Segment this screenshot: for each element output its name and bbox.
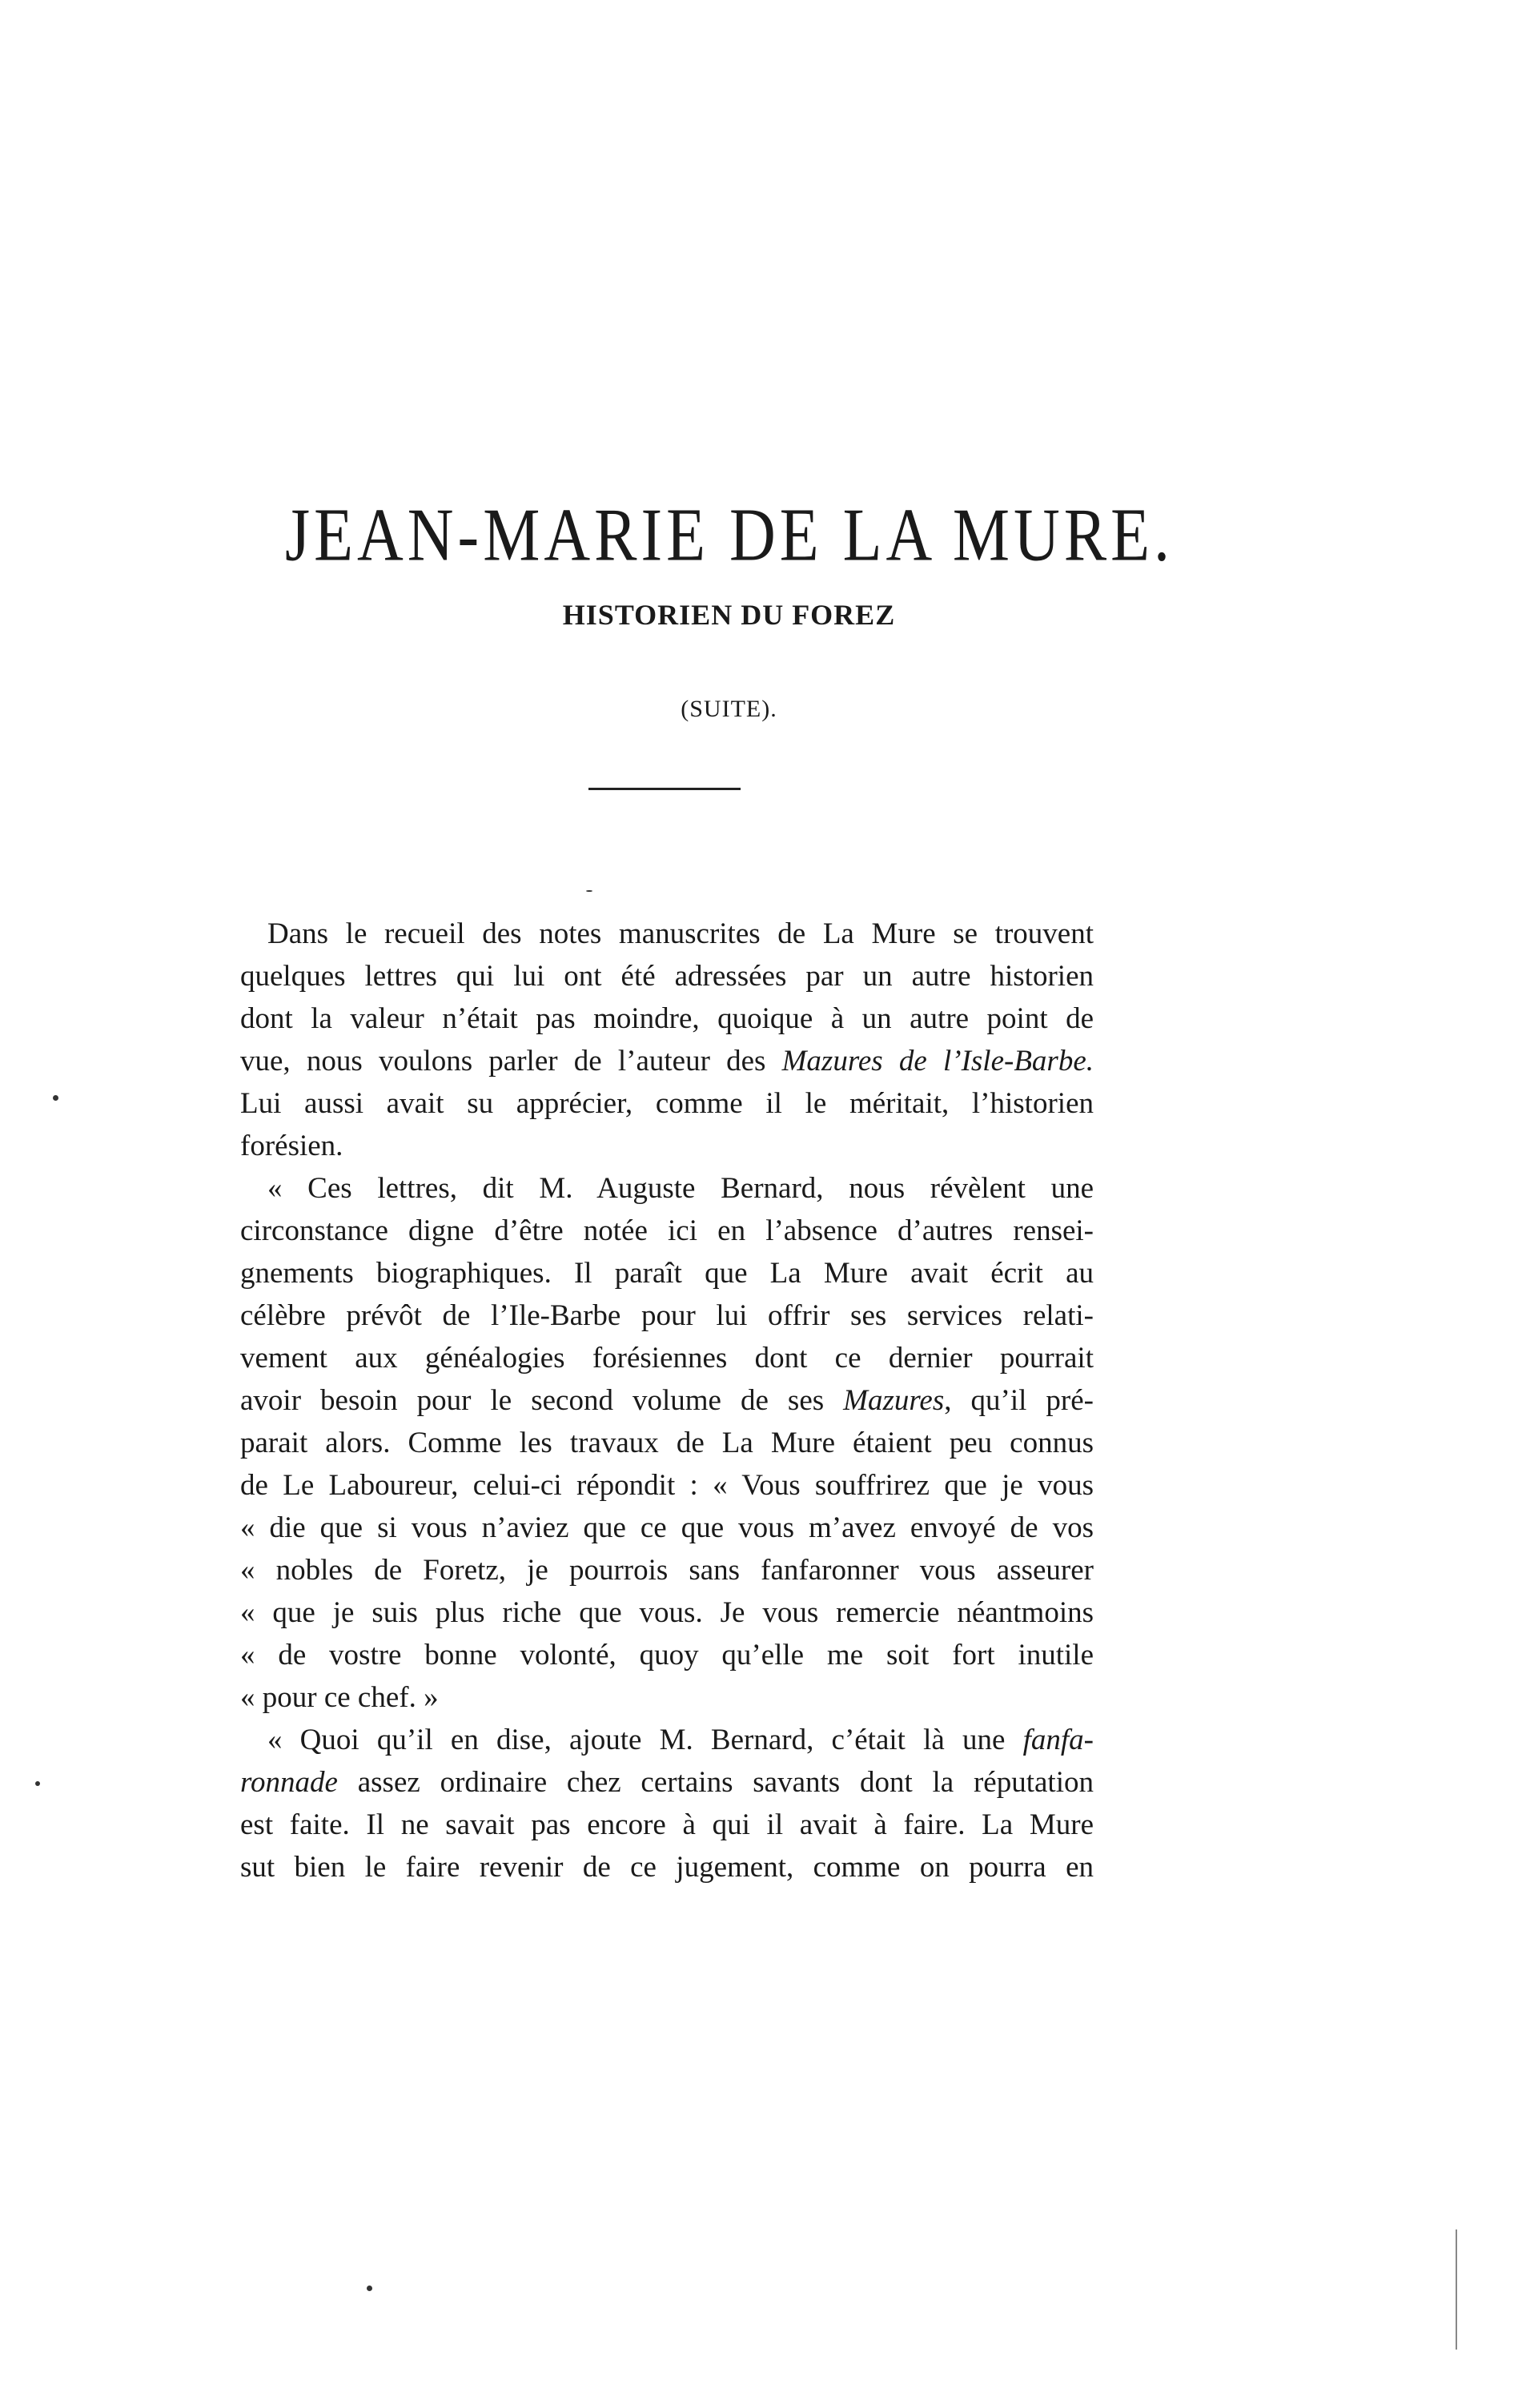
text-line [240,1040,1094,1082]
text-segment: de Le Laboureur, celui-ci répondit : « Vous souffrirez que je vous [240,1469,1094,1502]
text-line [240,1464,1094,1507]
text-segment: sut bien le faire revenir de ce jugement, comme on pourra en [240,1851,1094,1884]
text-line [240,1082,1094,1125]
italic-text: fanfa- [1022,1724,1094,1756]
text-line [240,1549,1094,1591]
text-segment: Lui aussi avait su apprécier, comme il le méritait, l’historien [240,1087,1094,1120]
text-line [240,1719,1094,1761]
text-segment: « nobles de Foretz, je pourrois sans fanfaronner vous asseurer [240,1554,1094,1587]
suite-label: (SUITE). [681,696,777,722]
italic-text: ronnade [240,1766,338,1799]
text-segment: « die que si vous n’aviez que ce que vous m’avez envoyé de vos [240,1511,1094,1544]
scan-speck [53,1095,58,1101]
text-line [240,1507,1094,1549]
text-line [240,955,1094,997]
text-segment: assez ordinaire chez certains savants dont la réputation [337,1766,1094,1799]
text-segment: « que je suis plus riche que vous. Je vous remercie néantmoins [240,1596,1094,1629]
text-segment: circonstance digne d’être notée ici en l’absence d’autres rensei- [240,1214,1094,1247]
scan-speck [367,2286,372,2291]
text-line [240,1125,1094,1167]
scan-speck [35,1781,40,1786]
text-segment: vue, nous voulons parler de l’auteur des [240,1045,782,1078]
text-line [240,1676,1094,1719]
text-segment: , qu’il pré- [944,1384,1094,1417]
text-segment: quelques lettres qui lui ont été adressées par un autre historien [240,960,1094,993]
text-line [240,1634,1094,1676]
text-line [240,1761,1094,1804]
text-segment: parait alors. Comme les travaux de La Mure étaient peu connus [240,1427,1094,1459]
text-line [240,1337,1094,1379]
italic-text: Mazures de l’Isle-Barbe. [781,1045,1094,1078]
section-divider [588,788,741,790]
text-line [240,1210,1094,1252]
text-line [240,997,1094,1040]
text-segment: « de vostre bonne volonté, quoy qu’elle me soit fort inutile [240,1639,1094,1672]
text-line [240,913,1094,955]
text-line [240,1167,1094,1210]
text-line [240,1294,1094,1337]
italic-text: Mazures [843,1384,945,1417]
text-line [240,1252,1094,1294]
scan-margin-line [1456,2229,1457,2350]
text-line [240,1846,1094,1888]
text-segment: dont la valeur n’était pas moindre, quoique à un autre point de [240,1002,1094,1035]
text-segment: forésien. [240,1130,343,1162]
text-segment: célèbre prévôt de l’Ile-Barbe pour lui offrir ses services relati- [240,1299,1094,1332]
text-line [240,1804,1094,1846]
page-title: JEAN-MARIE DE LA MURE. [285,494,1174,577]
subtitle: HISTORIEN DU FOREZ [562,599,896,631]
text-line [240,1379,1094,1422]
text-segment: « pour ce chef. » [240,1681,439,1714]
text-segment: Dans le recueil des notes manuscrites de La Mure se trouvent [267,917,1094,950]
text-segment: avoir besoin pour le second volume de ses [240,1384,844,1417]
text-line [240,1422,1094,1464]
text-segment: « Ces lettres, dit M. Auguste Bernard, nous révèlent une [267,1172,1094,1205]
text-segment: est faite. Il ne savait pas encore à qui il avait à faire. La Mure [240,1808,1094,1841]
text-segment: gnements biographiques. Il paraît que La Mure avait écrit au [240,1257,1094,1290]
body-text [240,913,1094,1888]
text-line [240,1591,1094,1634]
scan-speck [586,890,592,892]
text-segment: « Quoi qu’il en dise, ajoute M. Bernard, c’était là une [267,1724,1023,1756]
text-segment: vement aux généalogies forésiennes dont ce dernier pourrait [240,1342,1094,1375]
